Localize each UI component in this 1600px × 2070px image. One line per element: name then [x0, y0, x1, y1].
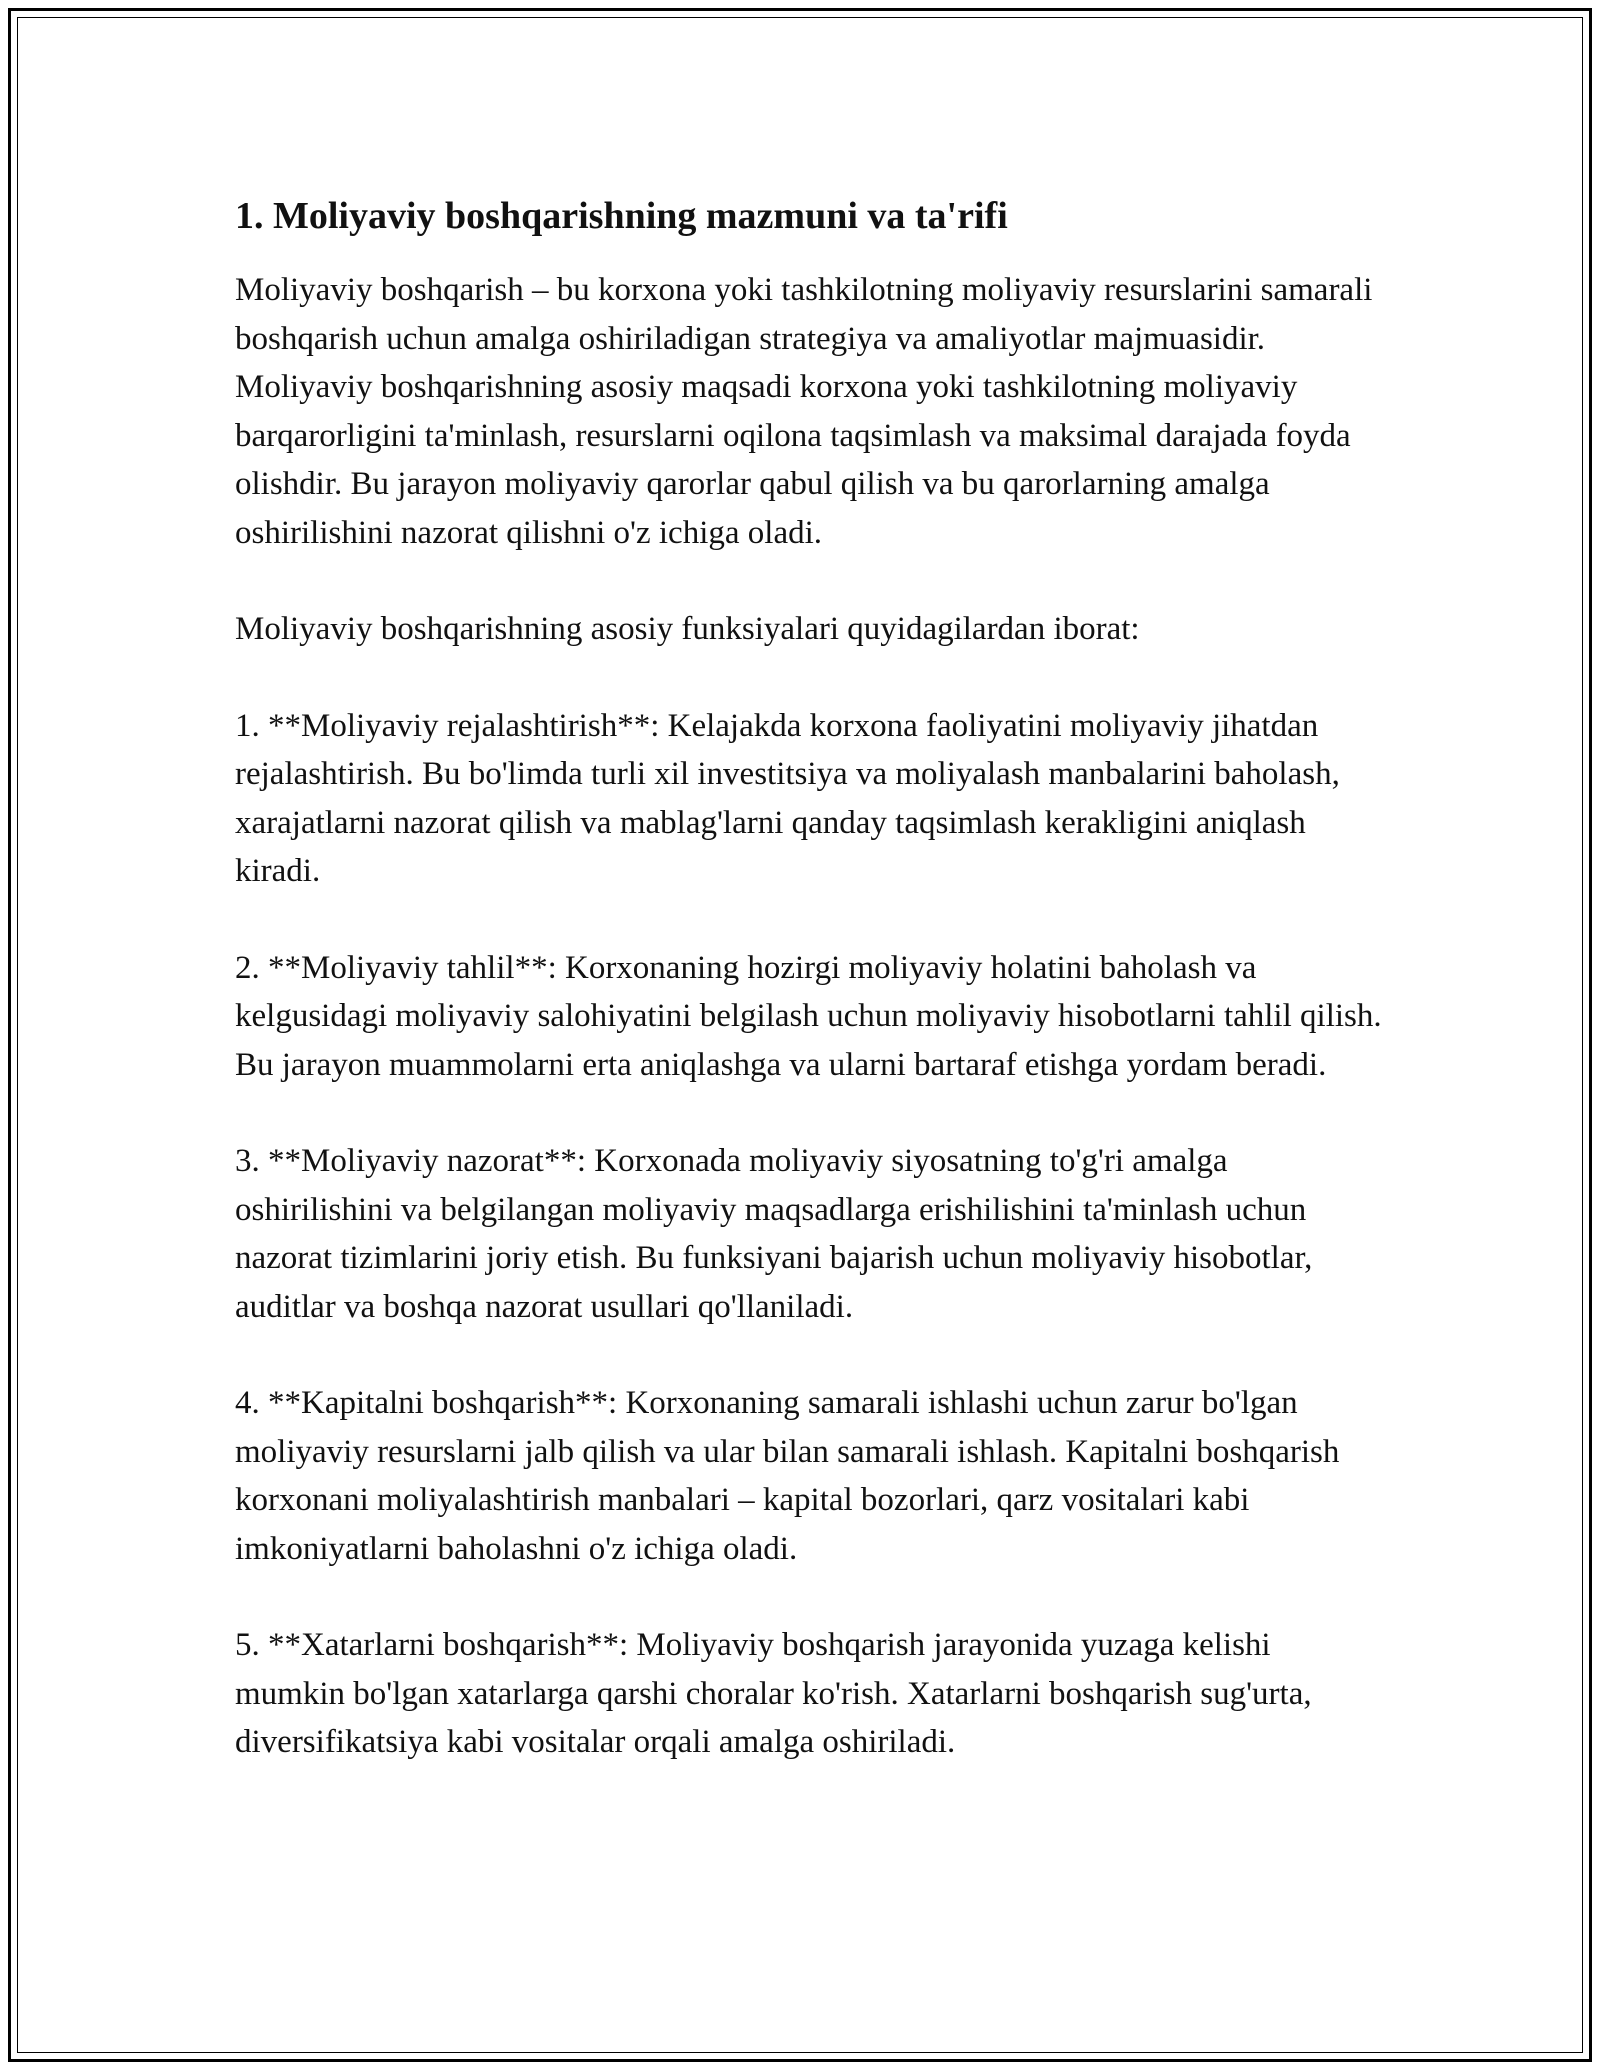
function-item-control: 3. **Moliyaviy nazorat**: Korxonada moliyaviy siyosatning to'g'ri amalga oshirilishini va belgilangan moliyaviy maqsadlarga erishilishini ta'minlash uchun nazorat tizimlarini joriy etish. Bu funksiyani bajarish uchun moliyaviy hisobotlar, auditlar va boshqa nazorat usullari qo'llaniladi.	[235, 1143, 1313, 1325]
intro-paragraph: Moliyaviy boshqarish – bu korxona yoki tashkilotning moliyaviy resurslarini samarali boshqarish uchun amalga oshiriladigan strategiya va amaliyotlar majmuasidir. Moliyaviy boshqarishning asosiy maqsadi korxona yoki tashkilotning moliyaviy barqarorligini ta'minlash, resurslarni oqilona taqsimlash va maksimal darajada foyda olishdir. Bu jarayon moliyaviy qarorlar qabul qilish va bu qarorlarning amalga oshirilishini nazorat qilishni o'z ichiga oladi.	[235, 272, 1373, 551]
function-item-capital: 4. **Kapitalni boshqarish**: Korxonaning samarali ishlashi uchun zarur bo'lgan moliyaviy resurslarni jalb qilish va ular bilan samarali ishlash. Kapitalni boshqarish korxonani moliyalashtirish manbalari – kapital bozorlari, qarz vositalari kabi imkoniyatlarni baholashni o'z ichiga oladi.	[235, 1385, 1340, 1567]
functions-intro-paragraph: Moliyaviy boshqarishning asosiy funksiyalari quyidagilardan iborat:	[235, 611, 1140, 647]
function-item-analysis: 2. **Moliyaviy tahlil**: Korxonaning hozirgi moliyaviy holatini baholash va kelgusidagi moliyaviy salohiyatini belgilash uchun moliyaviy hisobotlarni tahlil qilish. Bu jarayon muammolarni erta aniqlashga va ularni bartaraf etishga yordam beradi.	[235, 949, 1382, 1083]
function-item-planning: 1. **Moliyaviy rejalashtirish**: Kelajakda korxona faoliyatini moliyaviy jihatdan rejalashtirish. Bu bo'limda turli xil investitsiya va moliyalash manbalarini baholash, xarajatlarni nazorat qilish va mablag'larni qanday taqsimlash kerakligini aniqlash kiradi.	[235, 707, 1340, 889]
section-heading: 1. Moliyaviy boshqarishning mazmuni va ta'rifi	[235, 195, 1008, 237]
function-item-risk: 5. **Xatarlarni boshqarish**: Moliyaviy boshqarish jarayonida yuzaga kelishi mumkin bo'lgan xatarlarga qarshi choralar ko'rish. Xatarlarni boshqarish sug'urta, diversifikatsiya kabi vositalar orqali amalga oshiriladi.	[235, 1627, 1312, 1760]
document-body	[235, 190, 1385, 1767]
